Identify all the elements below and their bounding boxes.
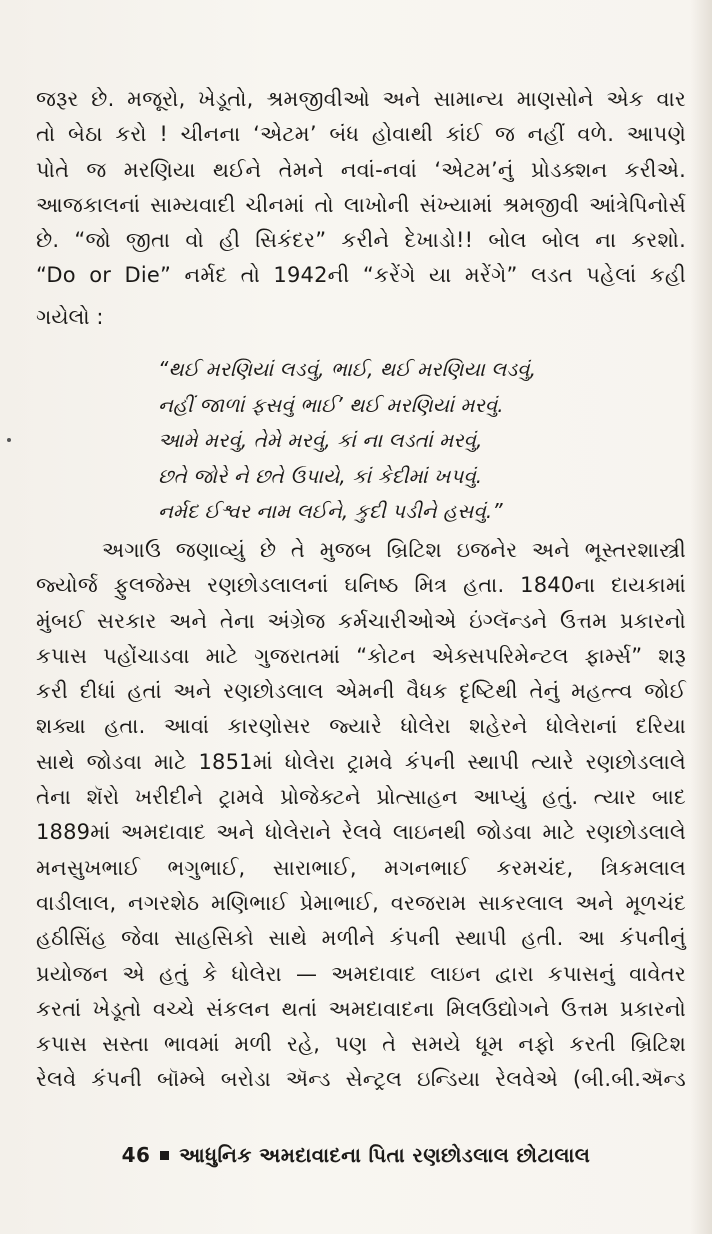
paragraph-2-line: જ્યોર્જ ફુલજેમ્સ રણછોડલાલનાં ઘનિષ્ઠ મિત્ર હતા. 1840ના દાયકામાં bbox=[36, 573, 686, 598]
square-bullet-icon bbox=[160, 1151, 169, 1160]
poem-line: “થઈ મરણિયાં લડવું, ભાઈ, થઈ મરણિયા લડવું, bbox=[158, 357, 536, 381]
paragraph-2-line: અગાઉ જણાવ્યું છે તે મુજબ બ્રિટિશ ઇજનેર અને ભૂસ્તરશાસ્ત્રી bbox=[102, 538, 686, 562]
poem-line: નહીં જાળાં ફસવું ભાઈ’ થઈ મરણિયાં મરવું. bbox=[158, 392, 504, 417]
paragraph-2-line: વાડીલાલ, નગરશેઠ મણિભાઈ પ્રેમાભાઈ, વરજરામ સાકરલાલ અને મૂળચંદ bbox=[36, 890, 686, 915]
paragraph-1-line: પોતે જ મરણિયા થઈને તેમને નવાં-નવાં ‘એટમ’નું પ્રોડક્શન કરીએ. bbox=[36, 157, 686, 182]
paragraph-1-last-line: ગયેલો : bbox=[36, 305, 104, 329]
paragraph-2-line: સાથે જોડવા માટે 1851માં ધોલેરા ટ્રામવે કંપની સ્થાપી ત્યારે રણછોડલાલે bbox=[36, 749, 686, 774]
paragraph-2-line: તેના શૅરો ખરીદીને ટ્રામવે પ્રોજેક્ટને પ્રોત્સાહન આપ્યું હતું. ત્યાર બાદ bbox=[36, 785, 686, 810]
poem-line: છતે જોરે ને છતે ઉપાયે, કાં કેદીમાં ખપવું. bbox=[158, 463, 483, 488]
paragraph-2-line: શક્યા હતા. આવાં કારણોસર જ્યારે ધોલેરા શહેરને ધોલેરાનાં દરિયા bbox=[36, 714, 686, 739]
paragraph-2-line: કરતાં ખેડૂતો વચ્ચે સંકલન થતાં અમદાવાદના મિલઉદ્યોગને ઉત્તમ પ્રકારનો bbox=[36, 996, 686, 1021]
paragraph-2-line: હઠીસિંહ જેવા સાહસિકો સાથે મળીને કંપની સ્થાપી હતી. આ કંપનીનું bbox=[36, 926, 686, 951]
running-title: આધુનિક અમદાવાદના પિતા રણછોડલાલ છોટાલાલ bbox=[179, 1143, 591, 1167]
paragraph-2-line: કપાસ પહોંચાડવા માટે ગુજરાતમાં “કોટન એક્સપરિમેન્ટલ ફાર્મ્સ” શરૂ bbox=[36, 643, 686, 668]
paragraph-1-line: છે. “જો જીતા વો હી સિકંદર” કરીને દેખાડો!! બોલ બોલ ના કરશો. bbox=[36, 228, 686, 253]
paragraph-2-line: મુંબઈ સરકાર અને તેના અંગ્રેજ કર્મચારીઓએ ઇંગ્લૅન્ડને ઉત્તમ પ્રકારનો bbox=[36, 608, 686, 633]
paragraph-2-line: કપાસ સસ્તા ભાવમાં મળી રહે, પણ તે સમયે ધૂમ નફો કરતી બ્રિટિશ bbox=[36, 1032, 686, 1057]
paragraph-2-line: પ્રયોજન એ હતું કે ધોલેરા — અમદાવાદ લાઇન દ્વારા કપાસનું વાવેતર bbox=[36, 961, 686, 986]
paragraph-2-line: મનસુખભાઈ ભગુભાઈ, સારાભાઈ, મગનભાઈ કરમચંદ, ત્રિકમલાલ bbox=[36, 855, 686, 880]
paragraph-1-line: “Do or Die” નર્મદ તો 1942ની “કરેંગે યા મરેંગે” લડત પહેલાં કહી bbox=[36, 263, 686, 288]
paragraph-2-line: 1889માં અમદાવાદ અને ધોલેરાને રેલવે લાઇનથી જોડવા માટે રણછોડલાલે bbox=[36, 820, 686, 845]
poem-block bbox=[158, 352, 598, 530]
paragraph-1-line: જરૂર છે. મજૂરો, ખેડૂતો, શ્રમજીવીઓ અને સામાન્ય માણસોને એક વાર bbox=[36, 87, 686, 111]
paragraph-2-line: કરી દીધાં હતાં અને રણછોડલાલ એમની વૈધક દૃષ્ટિથી તેનું મહત્ત્વ જોઈ bbox=[36, 679, 686, 704]
page-number: 46 bbox=[121, 1143, 151, 1167]
paragraph-1-line: આજકાલનાં સામ્યવાદી ચીનમાં તો લાખોની સંખ્યામાં શ્રમજીવી આંત્રેપિનોર્સ bbox=[36, 192, 686, 217]
paragraph-1-line: તો બેઠા કરો ! ચીનના ‘એટમ’ બંધ હોવાથી કાંઈ જ નહીં વળે. આપણે bbox=[36, 122, 686, 147]
paragraph-2-first-line bbox=[36, 533, 686, 568]
paragraph-2 bbox=[36, 533, 686, 1098]
margin-speck bbox=[7, 438, 11, 442]
poem-line: આમે મરવું, તેમે મરવું, કાં ના લડતાં મરવું, bbox=[158, 428, 483, 453]
paragraph-2-line: રેલવે કંપની બૉમ્બે બરોડા ઍન્ડ સેન્ટ્રલ ઇન્ડિયા રેલવેએ (બી.બી.ઍન્ડ bbox=[36, 1067, 686, 1092]
page-footer bbox=[0, 1143, 712, 1167]
page-gutter-shadow bbox=[690, 0, 712, 1234]
poem-line: નર્મદ ઈશ્વર નામ લઈને, કુદી પડીને હસવું.” bbox=[158, 499, 503, 524]
paragraph-1 bbox=[36, 82, 686, 294]
